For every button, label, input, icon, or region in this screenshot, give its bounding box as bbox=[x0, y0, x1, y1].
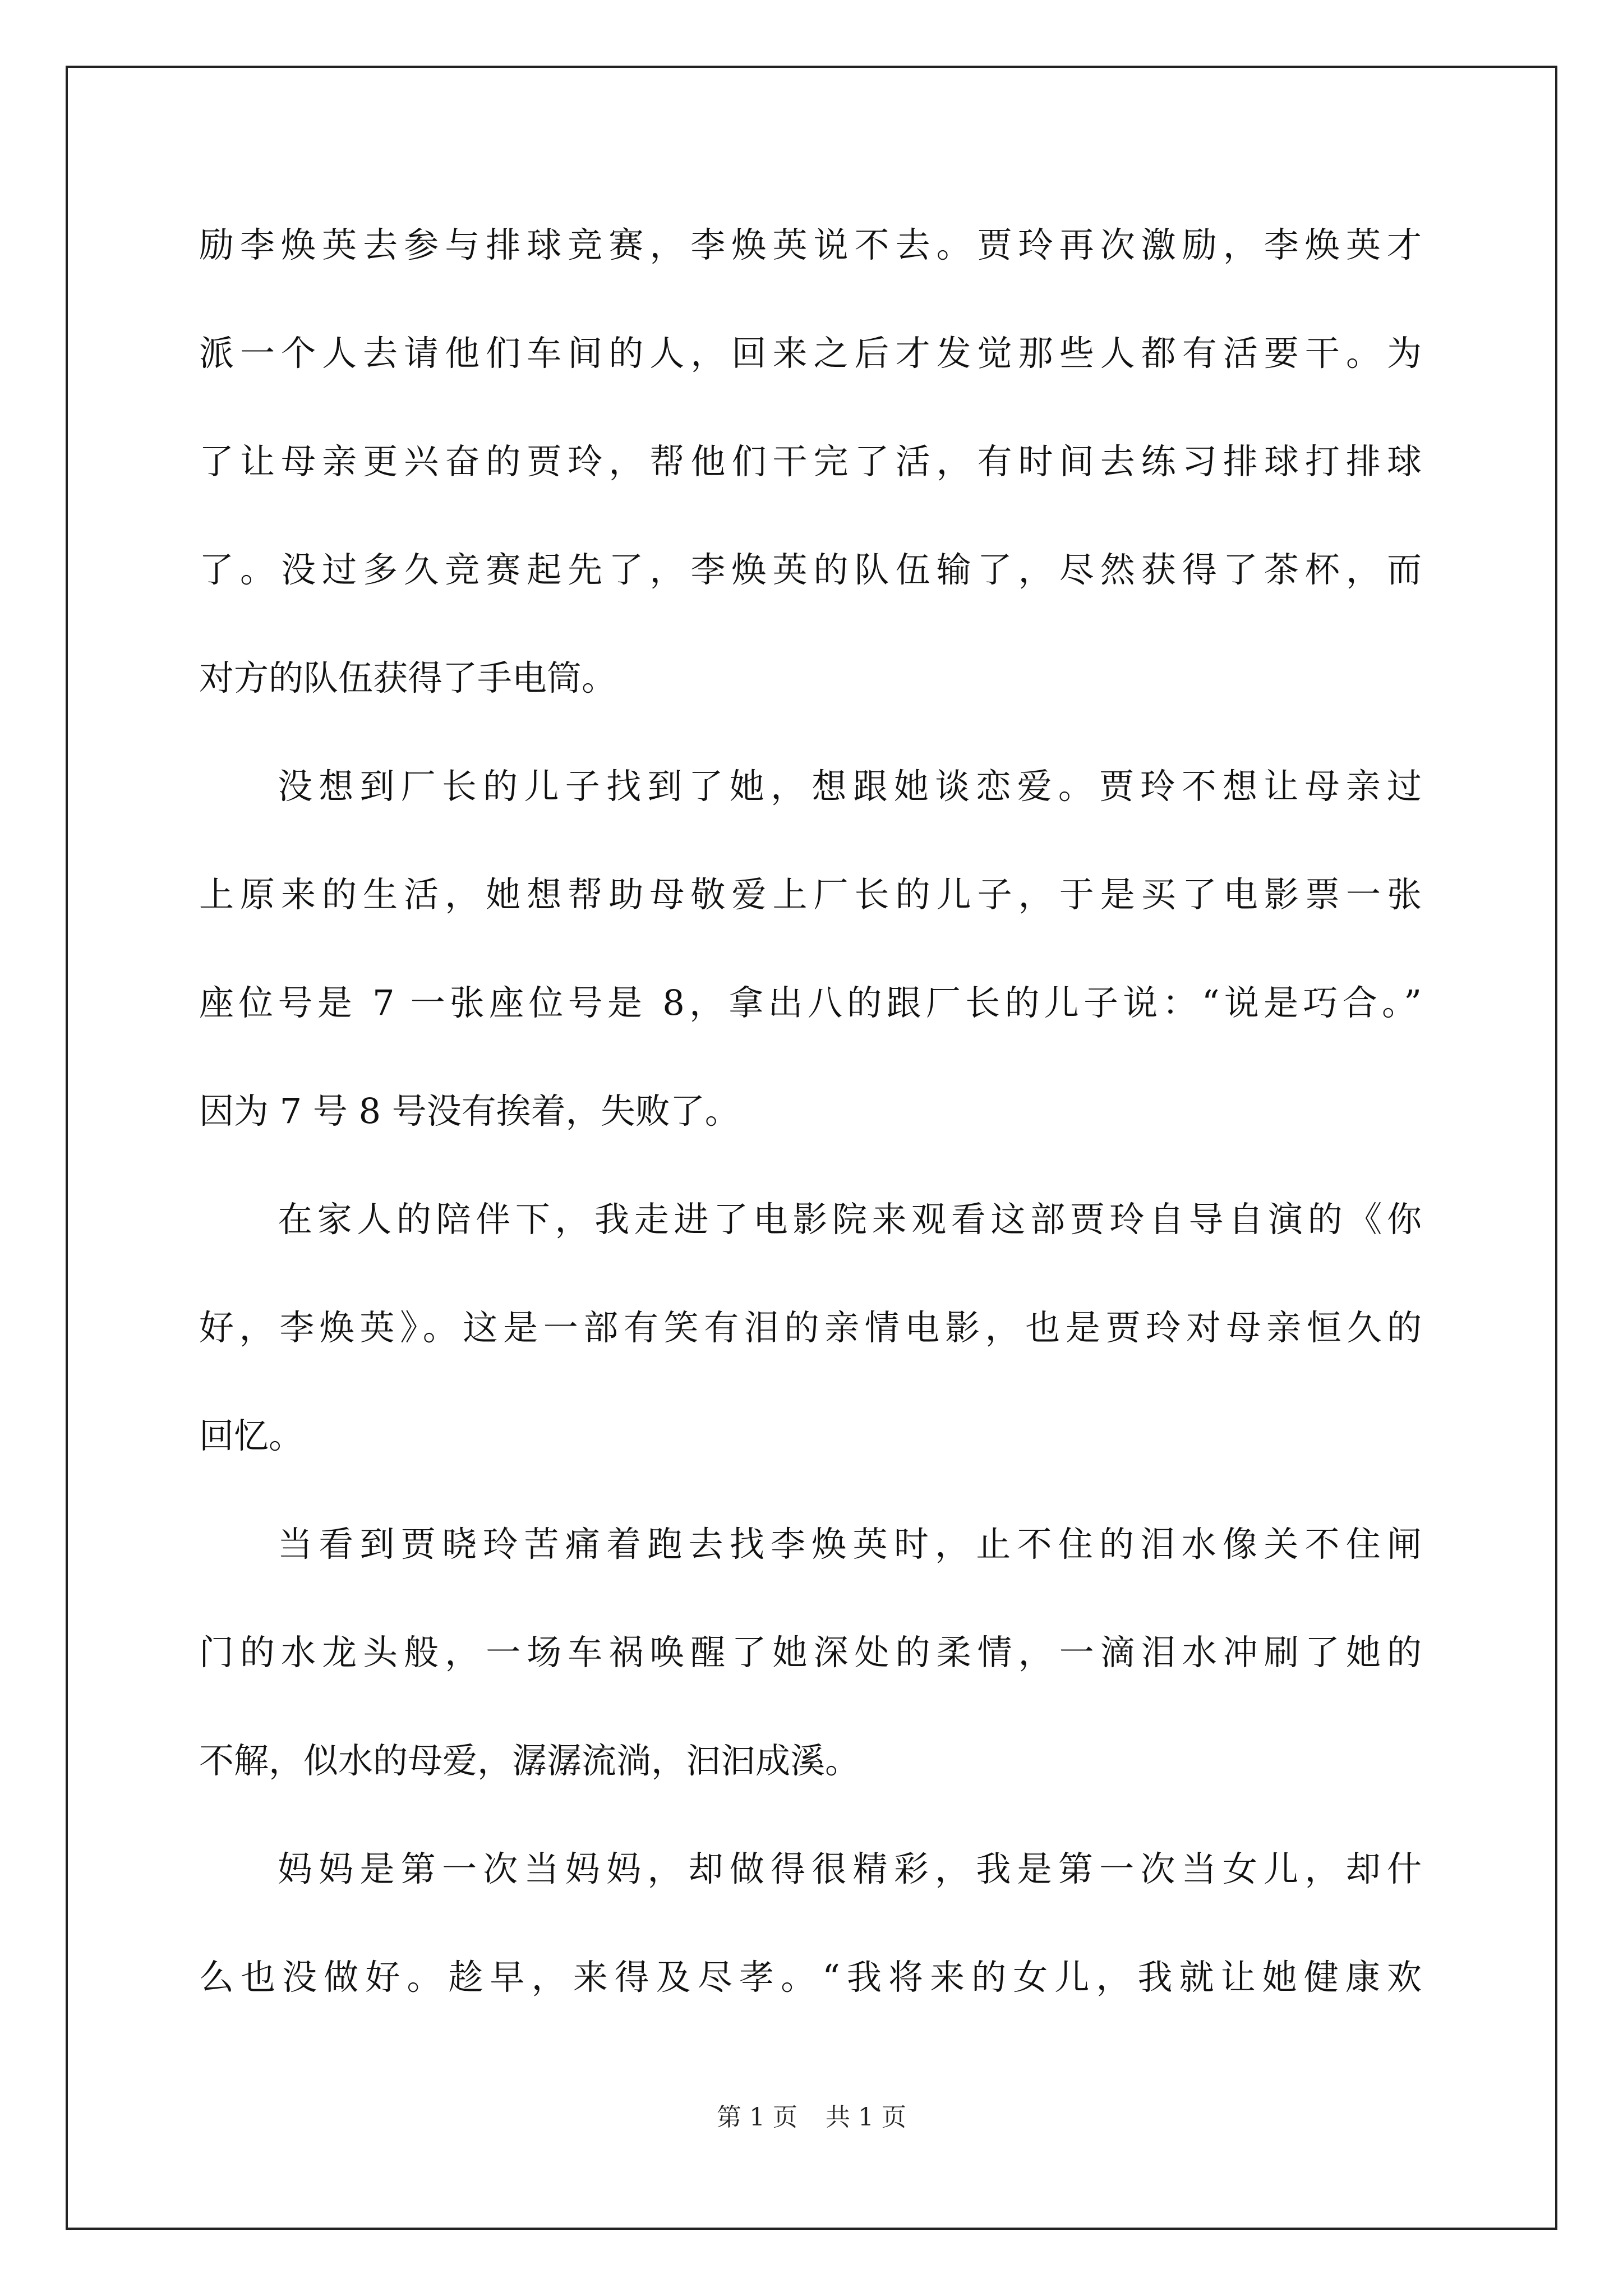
text-line: 因为 7 号 8 号没有挨着，失败了。 bbox=[199, 1091, 740, 1131]
text-line: 不解，似水的母爱，潺潺流淌，汩汩成溪。 bbox=[199, 1740, 860, 1781]
text-line: 对方的队伍获得了手电筒。 bbox=[199, 657, 617, 698]
paragraph bbox=[199, 1193, 1422, 1518]
text-line: 好，李焕英》。这是一部有笑有泪的亲情电影，也是贾玲对母亲恒久的 bbox=[199, 1307, 1422, 1348]
paragraph bbox=[199, 760, 1422, 1193]
document-body bbox=[199, 219, 1422, 2059]
text-line: 回忆。 bbox=[199, 1415, 304, 1456]
page-number: 第 1 页 bbox=[717, 2103, 797, 2132]
paragraph bbox=[199, 219, 1422, 760]
text-line: 上原来的生活，她想帮助母敬爱上厂长的儿子，于是买了电影票一张 bbox=[199, 874, 1422, 915]
text-line: 当看到贾晓玲苦痛着跑去找李焕英时，止不住的泪水像关不住闸 bbox=[278, 1524, 1422, 1565]
text-line: 了让母亲更兴奋的贾玲，帮他们干完了活，有时间去练习排球打排球 bbox=[199, 441, 1422, 482]
text-line: 在家人的陪伴下，我走进了电影院来观看这部贾玲自导自演的《你 bbox=[278, 1199, 1422, 1240]
paragraph bbox=[199, 1518, 1422, 1843]
paragraph bbox=[199, 1843, 1422, 2059]
text-line: 座位号是 7 一张座位号是 8，拿出八的跟厂长的儿子说：“说是巧合。” bbox=[199, 982, 1422, 1023]
text-line: 了。没过多久竞赛起先了，李焕英的队伍输了，尽然获得了茶杯，而 bbox=[199, 549, 1422, 590]
page-total: 共 1 页 bbox=[826, 2103, 906, 2132]
page-footer bbox=[0, 2101, 1623, 2134]
text-line: 门的水龙头般，一场车祸唤醒了她深处的柔情，一滴泪水冲刷了她的 bbox=[199, 1632, 1422, 1673]
text-line: 没想到厂长的儿子找到了她，想跟她谈恋爱。贾玲不想让母亲过 bbox=[278, 766, 1422, 807]
text-line: 么也没做好。趁早，来得及尽孝。“我将来的女儿，我就让她健康欢 bbox=[199, 1957, 1422, 1998]
text-line: 励李焕英去参与排球竞赛，李焕英说不去。贾玲再次激励，李焕英才 bbox=[199, 224, 1422, 265]
text-line: 妈妈是第一次当妈妈，却做得很精彩，我是第一次当女儿，却什 bbox=[278, 1848, 1422, 1889]
text-line: 派一个人去请他们车间的人，回来之后才发觉那些人都有活要干。为 bbox=[199, 333, 1422, 374]
